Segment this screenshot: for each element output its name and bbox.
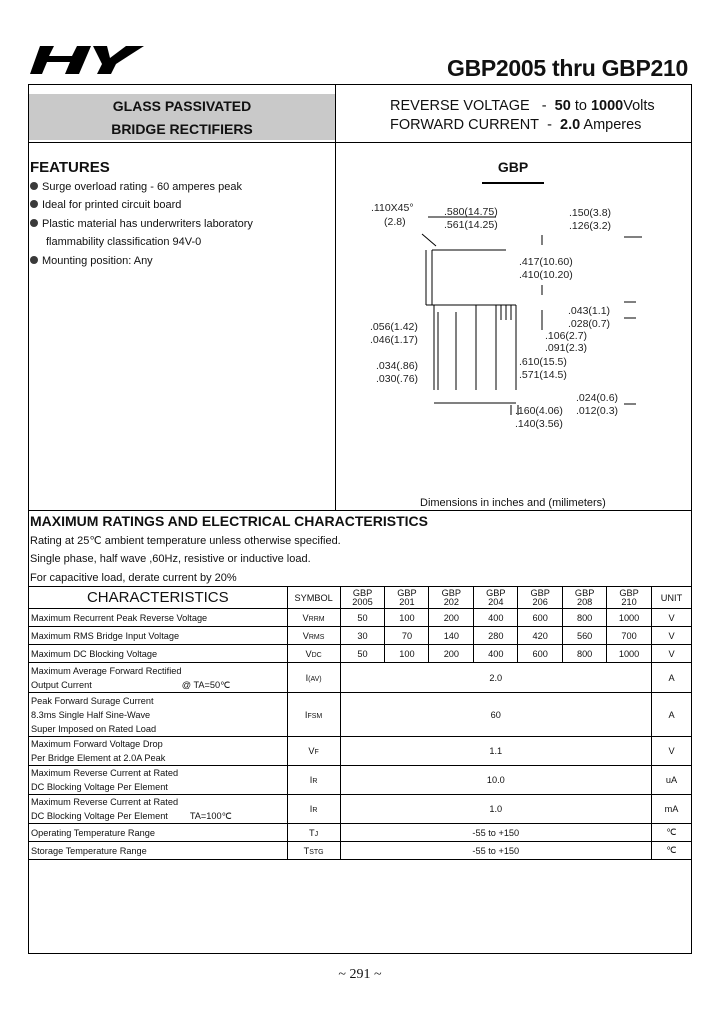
symbol-header: SYMBOL — [287, 587, 340, 609]
document-title: GBP2005 thru GBP210 — [446, 55, 688, 81]
dim-lead-thickness-max: .024(0.6) — [576, 392, 619, 404]
table-row: Storage Temperature Range TSTG -55 to +150 ℃ — [29, 842, 692, 860]
reverse-voltage-label: REVERSE VOLTAGE — [390, 98, 530, 114]
dim-thickness-min: .126(3.2) — [569, 220, 612, 232]
features-title: FEATURES — [30, 159, 110, 176]
table-row: Maximum RMS Bridge Input Voltage VRMS 30 70 140 280 420 560 700 V — [29, 627, 692, 645]
model-header: GBP 2005 — [340, 587, 385, 609]
dim-lead-width-max: .056(1.42) — [370, 321, 418, 333]
reverse-voltage-to: to — [574, 98, 587, 114]
bullet-icon — [30, 182, 38, 190]
model-header: GBP 201 — [385, 587, 429, 609]
product-type-line1: GLASS PASSIVATED — [112, 98, 252, 114]
bullet-icon — [30, 200, 38, 208]
dim-chamfer-mm: (2.8) — [384, 216, 406, 228]
dim-body-width-min: .561(14.25) — [444, 219, 498, 231]
dim-lead-width-min: .046(1.17) — [370, 334, 418, 346]
feature-item: Surge overload rating - 60 amperes peak — [30, 181, 242, 193]
bullet-icon — [30, 219, 38, 227]
table-row: Maximum Reverse Current at Rated DC Blocking Voltage Per Element TA=100℃ IR 1.0 mA — [29, 795, 692, 824]
dim-body-height-max: .417(10.60) — [519, 256, 573, 268]
feature-item: Plastic material has underwriters laboratory — [30, 218, 253, 230]
unit-header: UNIT — [652, 587, 692, 609]
dim-thickness-max: .150(3.8) — [569, 207, 612, 219]
forward-current-label: FORWARD CURRENT — [390, 117, 540, 133]
dim-lead-step-max: .043(1.1) — [568, 305, 611, 317]
table-row: Maximum Recurrent Peak Reverse Voltage VRRM 50 100 200 400 600 800 1000 V — [29, 609, 692, 627]
table-row: Peak Forward Surage Current 8.3ms Single Half Sine-Wave Super Imposed on Rated Load IFSM 60 A — [29, 693, 692, 737]
dim-lead-thickness-min: .012(0.3) — [576, 405, 619, 417]
dim-lead-pitch-min: .140(3.56) — [515, 418, 563, 430]
rating-note: Single phase, half wave ,60Hz, resistive or inductive load. — [30, 553, 311, 565]
dim-body-width-max: .580(14.75) — [444, 206, 498, 218]
table-row: Operating Temperature Range TJ -55 to +150 ℃ — [29, 824, 692, 842]
model-header: GBP 202 — [429, 587, 474, 609]
table-row: Maximum DC Blocking Voltage VDC 50 100 200 400 600 800 1000 V — [29, 645, 692, 663]
page-number: ~ 291 ~ — [338, 967, 382, 982]
characteristics-header: CHARACTERISTICS — [29, 587, 288, 609]
rating-note: Rating at 25℃ ambient temperature unless otherwise specified. — [30, 535, 341, 547]
table-row: Maximum Reverse Current at Rated DC Blocking Voltage Per Element IR 10.0 uA — [29, 766, 692, 795]
reverse-voltage-max: 1000 — [590, 98, 624, 114]
rating-note: For capacitive load, derate current by 20% — [30, 572, 237, 584]
dim-offset-max: .106(2.7) — [545, 330, 588, 342]
table-header-row — [29, 587, 692, 609]
dim-lead-dia-min: .030(.76) — [376, 373, 419, 385]
dim-lead-dia-max: .034(.86) — [376, 360, 419, 372]
model-header: GBP 210 — [607, 587, 652, 609]
dim-body-height-min: .410(10.20) — [519, 269, 573, 281]
reverse-voltage-dash: - — [541, 98, 547, 114]
reverse-voltage-min: 50 — [554, 98, 571, 114]
dim-offset-min: .091(2.3) — [545, 342, 588, 354]
dim-lead-pitch-max: .160(4.06) — [515, 405, 563, 417]
product-type-line2: BRIDGE RECTIFIERS — [111, 121, 253, 137]
dim-chamfer: .110X45° — [371, 202, 414, 214]
forward-current-dash: - — [547, 117, 552, 133]
package-label: GBP — [482, 152, 544, 184]
reverse-voltage-spec — [390, 98, 655, 114]
model-header: GBP 206 — [518, 587, 563, 609]
ratings-title: MAXIMUM RATINGS AND ELECTRICAL CHARACTERISTICS — [30, 513, 428, 529]
table-row: Maximum Forward Voltage Drop Per Bridge Element at 2.0A Peak VF 1.1 V — [29, 737, 692, 766]
dimensions-caption: Dimensions in inches and (milimeters) — [420, 497, 606, 509]
table-row: Maximum Average Forward Rectified Output Current @ TA=50℃ I(AV) 2.0 A — [29, 663, 692, 693]
model-header: GBP 204 — [474, 587, 518, 609]
feature-item: Ideal for printed circuit board — [30, 199, 181, 211]
dim-lead-length-min: .571(14.5) — [519, 369, 567, 381]
forward-current-unit: Amperes — [583, 117, 642, 133]
ratings-table — [28, 586, 692, 860]
feature-item: Mounting position: Any — [30, 255, 153, 267]
forward-current-spec — [390, 117, 641, 133]
forward-current-value: 2.0 — [560, 117, 581, 133]
bullet-icon — [30, 256, 38, 264]
dim-lead-length-max: .610(15.5) — [519, 356, 567, 368]
feature-item-continued: flammability classification 94V-0 — [46, 236, 202, 248]
logo-text: HY — [90, 73, 92, 74]
model-header: GBP 208 — [563, 587, 607, 609]
reverse-voltage-unit: Volts — [623, 98, 655, 114]
hy-logo — [30, 40, 155, 80]
dim-lead-step-min: .028(0.7) — [568, 318, 611, 330]
